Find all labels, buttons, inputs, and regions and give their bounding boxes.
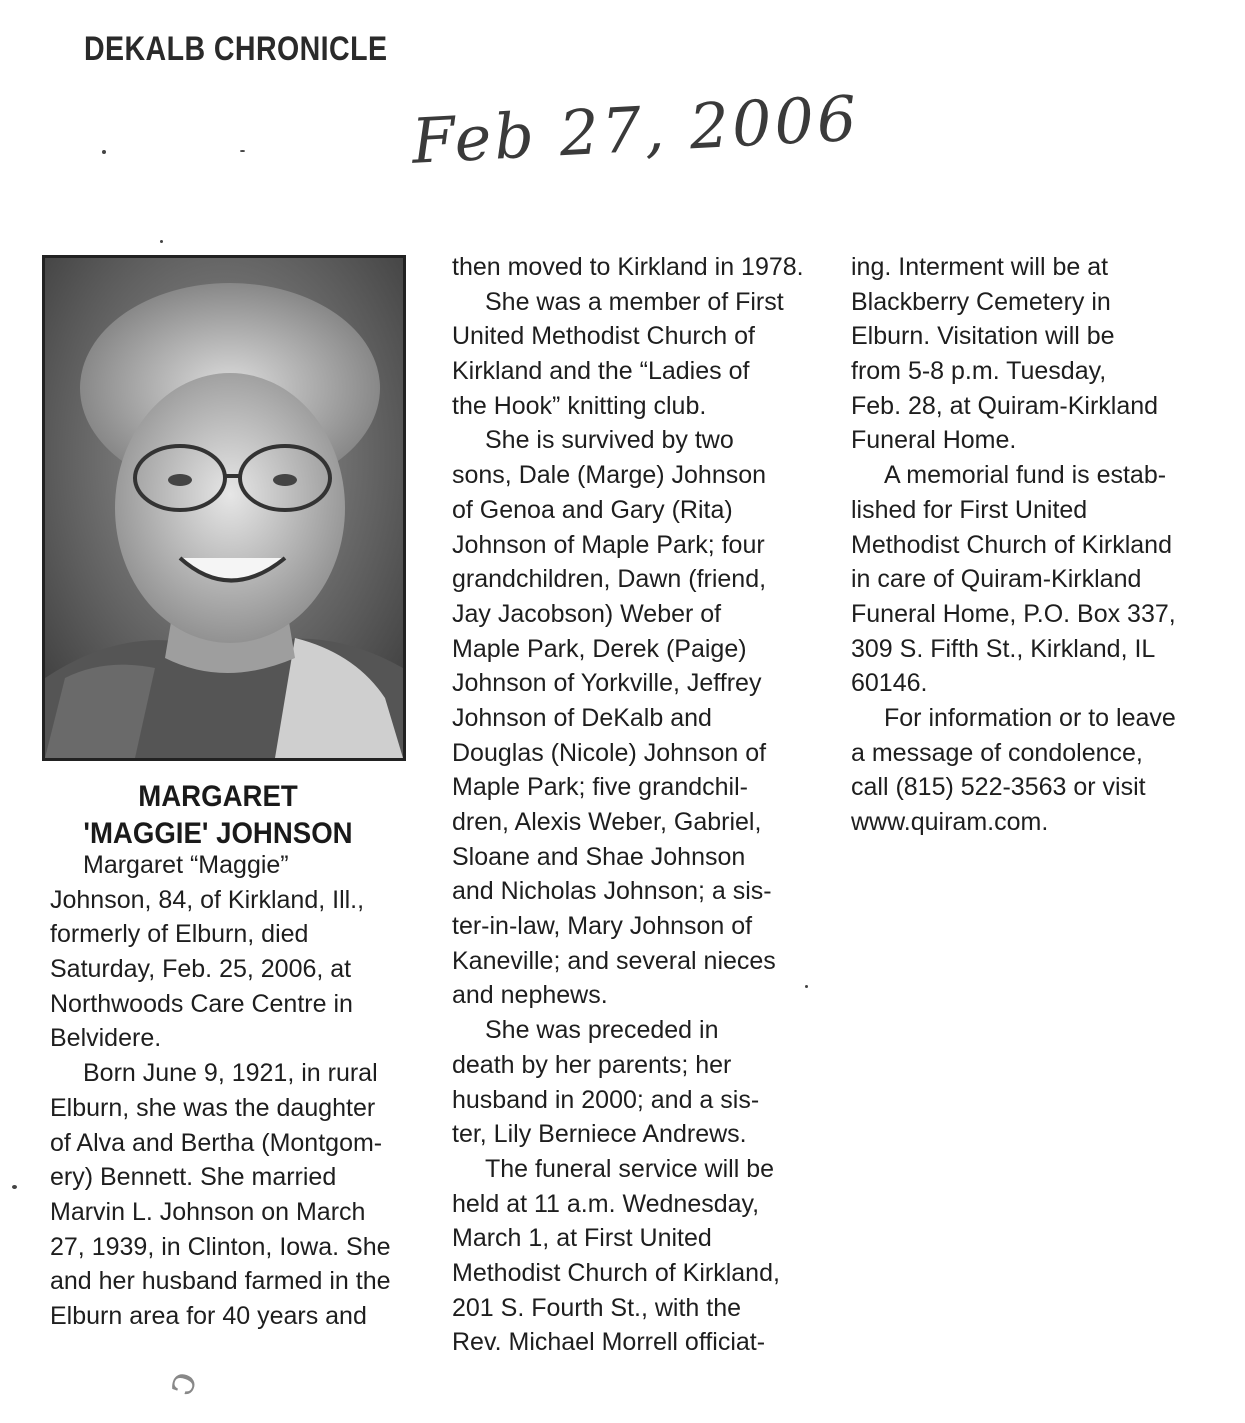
margin-scribble: ↄ [155,1364,207,1402]
text-line: Sloane and Shae Johnson [452,842,746,871]
scan-speck [160,240,163,243]
text-line: Saturday, Feb. 25, 2006, at [50,955,352,984]
handwritten-date: Feb 27, 2006 [410,81,862,178]
text-line: ing. Interment will be at [851,253,1109,281]
scan-speck [805,985,808,988]
text-line: A memorial fund is estab- [884,461,1167,490]
text-line: Elburn. Visitation will be [851,322,1115,351]
text-line: Jay Jacobson) Weber of [452,599,722,628]
text-line: Johnson, 84, of Kirkland, Ill., [50,885,365,914]
text-line: Methodist Church of Kirkland [851,530,1172,559]
text-line: Kirkland and the “Ladies of [452,357,750,386]
headline-line-1: MARGARET [138,780,298,813]
text-line: held at 11 a.m. Wednesday, [452,1189,760,1218]
text-line: Blackberry Cemetery in [851,287,1111,316]
text-line: The funeral service will be [485,1154,775,1183]
newspaper-masthead: DEKALB CHRONICLE [84,30,388,68]
scan-speck [240,150,245,152]
obituary-headline [62,778,375,852]
text-line: 201 S. Fourth St., with the [452,1293,742,1322]
column-3 [851,250,1176,840]
scan-speck [102,150,106,154]
text-line: formerly of Elburn, died [50,920,309,949]
text-line: Elburn, she was the daughter [50,1093,376,1122]
portrait-photo-icon [45,258,403,758]
text-line: death by her parents; her [452,1050,732,1079]
text-line: ter, Lily Berniece Andrews. [452,1120,747,1149]
text-line: She is survived by two [485,426,734,455]
text-line: Funeral Home. [851,426,1017,455]
text-line: the Hook” knitting club. [452,391,707,420]
portrait-photo [42,255,406,761]
text-line: in care of Quiram-Kirkland [851,565,1142,594]
text-line: Johnson of Yorkville, Jeffrey [452,669,762,698]
text-line: Feb. 28, at Quiram-Kirkland [851,391,1159,420]
text-line: Methodist Church of Kirkland, [452,1258,780,1287]
text-line: Maple Park; five grandchil- [452,773,748,802]
text-line: United Methodist Church of [452,322,755,351]
text-line: sons, Dale (Marge) Johnson [452,461,767,490]
text-line: ter-in-law, Mary Johnson of [452,912,753,941]
text-line: call (815) 522-3563 or visit [851,773,1146,802]
text-line: Margaret “Maggie” [83,851,289,879]
text-line: dren, Alexis Weber, Gabriel, [452,808,762,836]
text-line: then moved to Kirkland in 1978. [452,253,804,281]
text-line: of Genoa and Gary (Rita) [452,495,733,524]
text-line: Maple Park, Derek (Paige) [452,634,747,663]
text-line: www.quiram.com. [851,808,1049,836]
text-line: Funeral Home, P.O. Box 337, [851,599,1176,628]
headline-line-2: 'MAGGIE' JOHNSON [83,817,353,850]
text-line: She was preceded in [485,1016,719,1045]
text-line: grandchildren, Dawn (friend, [452,565,767,594]
text-line: 309 S. Fifth St., Kirkland, IL [851,634,1156,663]
text-line: Born June 9, 1921, in rural [83,1059,378,1088]
text-line: 27, 1939, in Clinton, Iowa. She [50,1232,391,1261]
text-line: ery) Bennett. She married [50,1163,337,1192]
text-line: Belvidere. [50,1024,162,1053]
text-line: a message of condolence, [851,738,1143,767]
text-line: Kaneville; and several nieces [452,946,776,975]
column-1 [50,848,391,1334]
text-line: husband in 2000; and a sis- [452,1085,760,1114]
text-line: She was a member of First [485,287,784,316]
text-line: March 1, at First United [452,1224,712,1253]
text-line: and nephews. [452,981,608,1010]
text-line: Elburn area for 40 years and [50,1301,367,1330]
text-line: Douglas (Nicole) Johnson of [452,738,767,767]
text-line: from 5-8 p.m. Tuesday, [851,357,1107,386]
text-line: Johnson of DeKalb and [452,703,712,732]
text-line: 60146. [851,669,928,698]
text-line: of Alva and Bertha (Montgom- [50,1128,383,1157]
text-line: lished for First United [851,495,1088,524]
text-line: Marvin L. Johnson on March [50,1197,366,1226]
text-line: Johnson of Maple Park; four [452,530,765,559]
scan-speck [12,1185,17,1189]
text-line: For information or to leave [884,703,1176,732]
column-2 [452,250,804,1360]
text-line: Northwoods Care Centre in [50,989,353,1018]
text-line: and her husband farmed in the [50,1267,391,1296]
text-line: Rev. Michael Morrell officiat- [452,1328,766,1357]
text-line: and Nicholas Johnson; a sis- [452,877,772,906]
